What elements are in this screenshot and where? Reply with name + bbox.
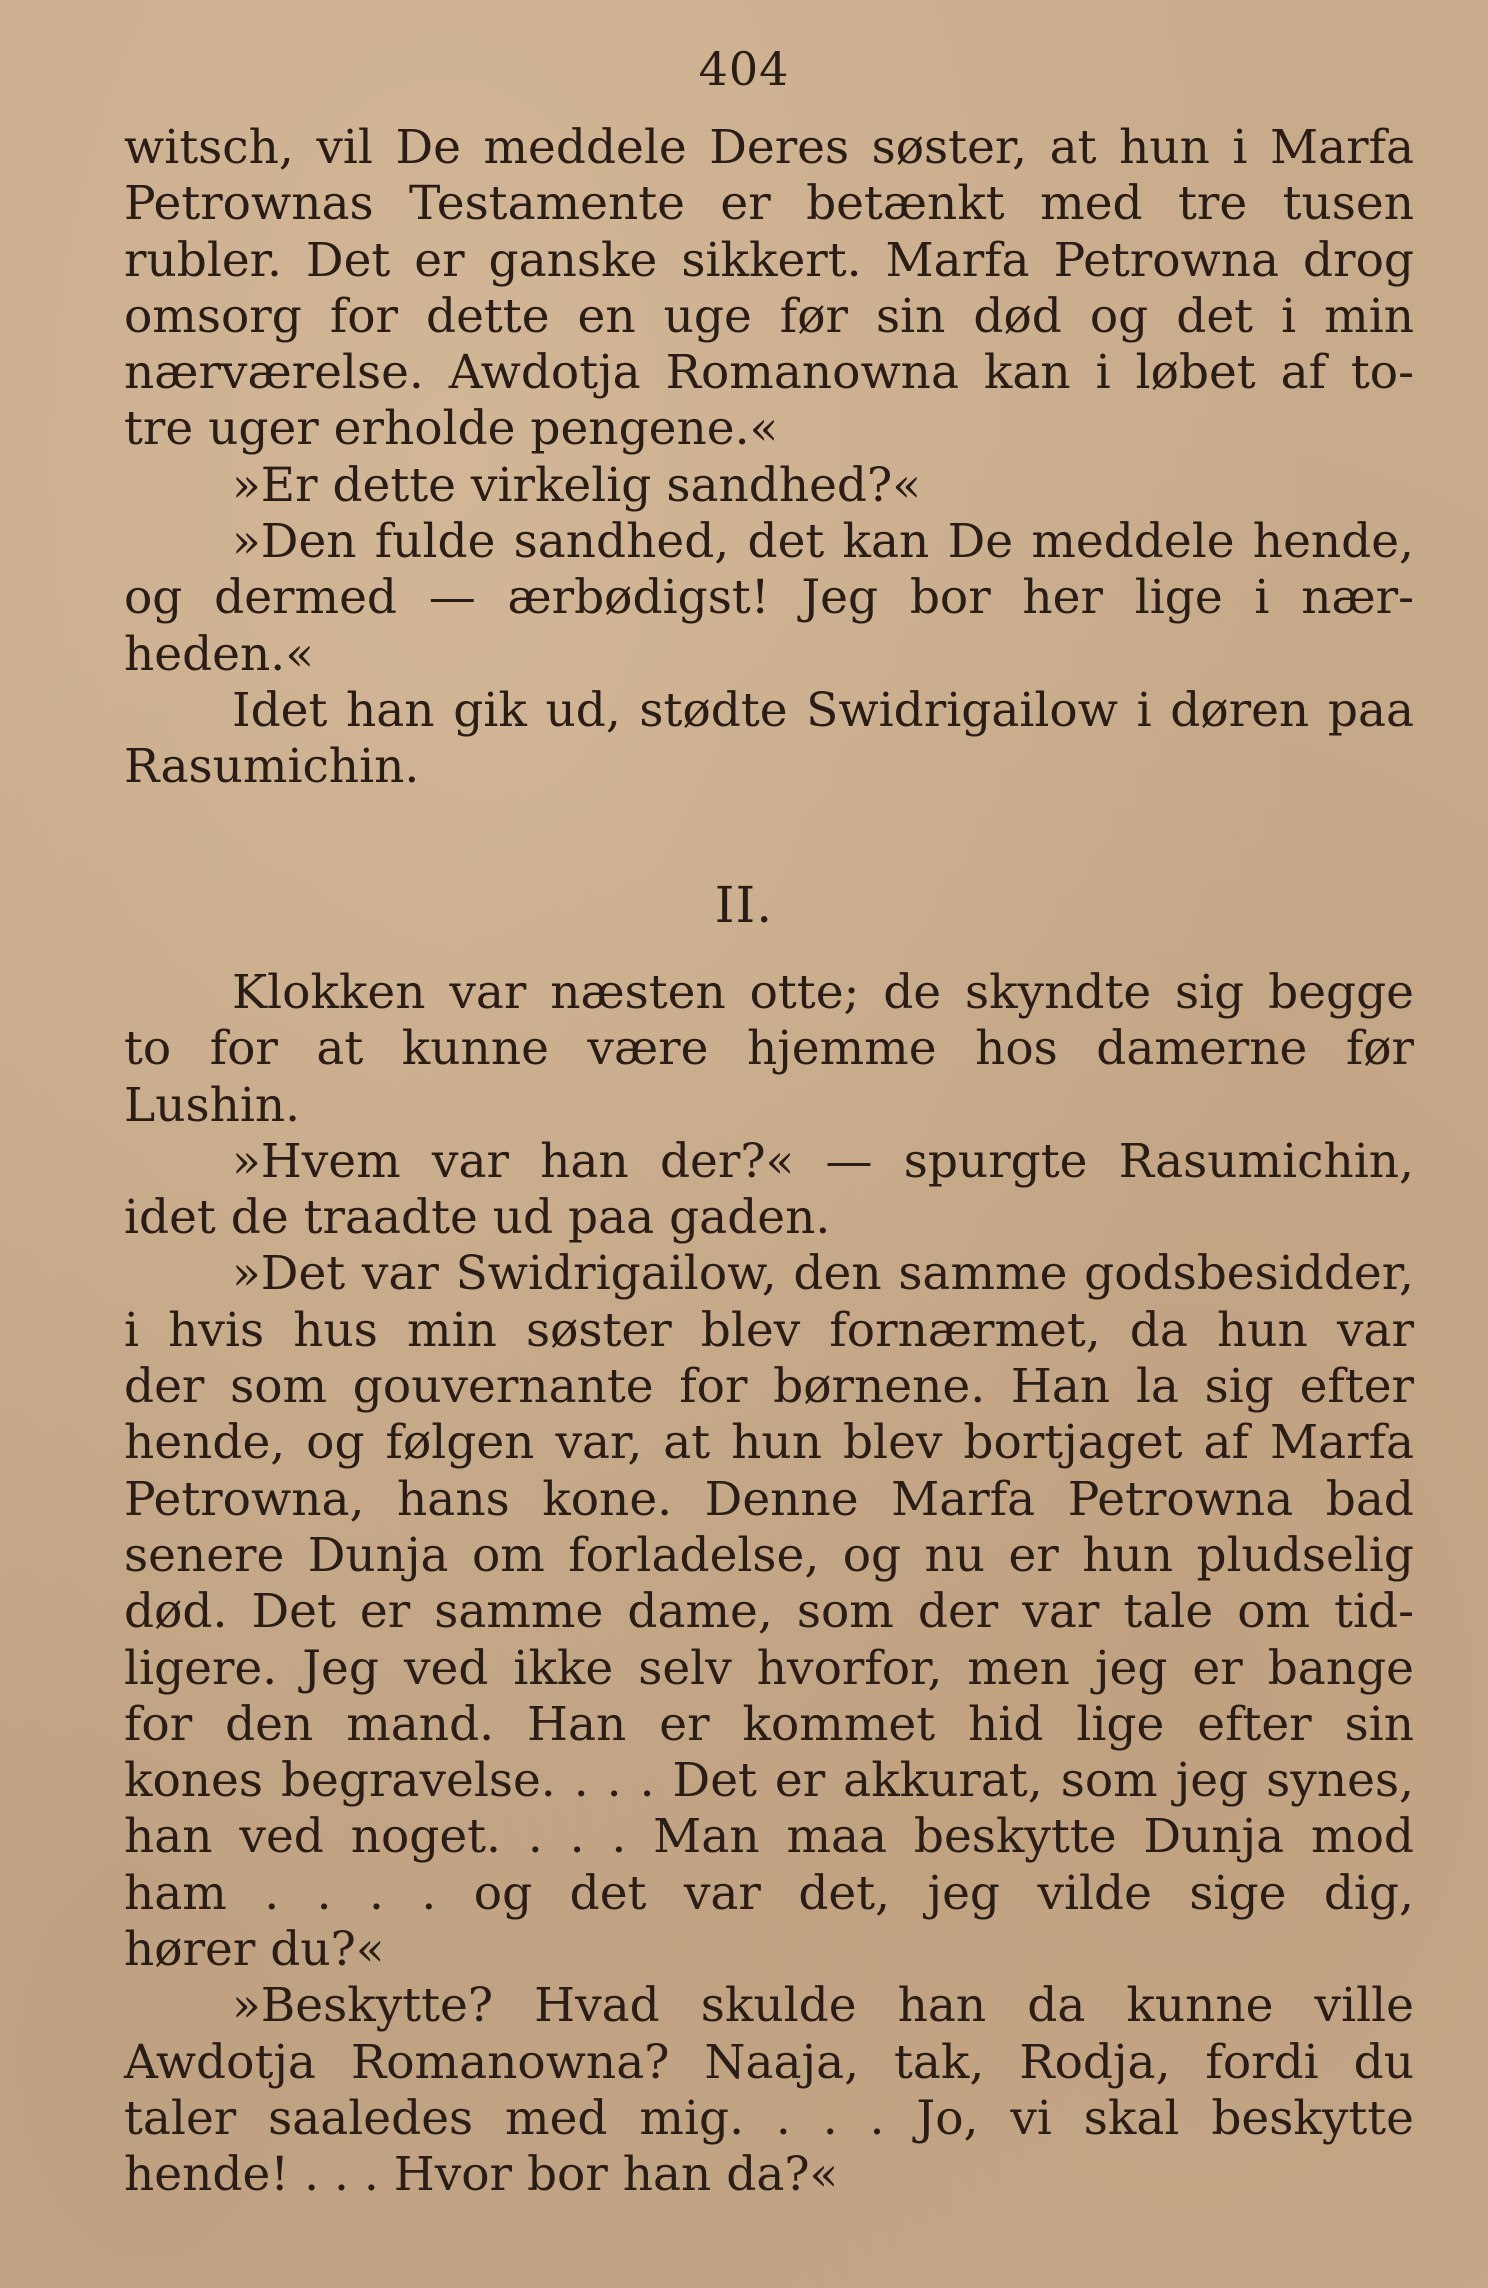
text-line: hende, og følgen var, at hun blev bortjaget af Marfa [124, 1415, 1414, 1471]
section-heading: II. [714, 876, 774, 934]
text-line: han ved noget. . . . Man maa beskytte Dunja mod [124, 1809, 1414, 1865]
text-line: ligere. Jeg ved ikke selv hvorfor, men jeg er bange [124, 1640, 1414, 1696]
text-line: Awdotja Romanowna? Naaja, tak, Rodja, fordi du [124, 2034, 1414, 2090]
text-line: Lushin. [124, 1077, 301, 1133]
text-line: Rasumichin. [124, 739, 420, 795]
text-line: heden.« [124, 626, 314, 682]
text-block-after-heading [124, 965, 1414, 2204]
text-line: Petrowna, hans kone. Denne Marfa Petrowna bad [124, 1471, 1414, 1527]
text-line: »Hvem var han der?« — spurgte Rasumichin, [232, 1133, 1414, 1189]
text-line: witsch, vil De meddele Deres søster, at hun i Marfa [124, 120, 1414, 175]
text-line: senere Dunja om forladelse, og nu er hun pludselig [124, 1527, 1414, 1583]
text-line: rubler. Det er ganske sikkert. Marfa Petrowna drog [124, 232, 1414, 288]
text-line: omsorg for dette en uge før sin død og det i min [124, 288, 1414, 344]
text-line: taler saaledes med mig. . . . Jo, vi skal beskytte [124, 2090, 1414, 2146]
text-line: »Det var Swidrigailow, den samme godsbesidder, [232, 1246, 1414, 1302]
text-line: Idet han gik ud, stødte Swidrigailow i døren paa [232, 682, 1414, 738]
text-block-before-heading [124, 120, 1414, 796]
text-line: hende! . . . Hvor bor han da?« [124, 2147, 839, 2203]
text-line: to for at kunne være hjemme hos damerne før [124, 1021, 1414, 1077]
text-line: Petrownas Testamente er betænkt med tre tusen [124, 176, 1414, 232]
page-number: 404 [698, 42, 790, 96]
text-line: ham . . . . og det var det, jeg vilde sige dig, [124, 1865, 1414, 1921]
text-line: Klokken var næsten otte; de skyndte sig begge [232, 965, 1414, 1020]
text-line: for den mand. Han er kommet hid lige efter sin [124, 1696, 1414, 1752]
text-line: og dermed — ærbødigst! Jeg bor her lige i nær- [124, 570, 1414, 626]
text-line: »Den fulde sandhed, det kan De meddele hende, [232, 514, 1414, 570]
text-line: »Beskytte? Hvad skulde han da kunne ville [232, 1978, 1414, 2034]
text-line: nærværelse. Awdotja Romanowna kan i løbet af to- [124, 345, 1414, 401]
text-line: i hvis hus min søster blev fornærmet, da hun var [124, 1302, 1414, 1358]
text-line: der som gouvernante for børnene. Han la sig efter [124, 1359, 1414, 1415]
text-line: død. Det er samme dame, som der var tale om tid- [124, 1584, 1414, 1640]
text-line: kones begravelse. . . . Det er akkurat, som jeg synes, [124, 1753, 1414, 1809]
text-line: hører du?« [124, 1922, 385, 1978]
text-line: »Er dette virkelig sandhed?« [232, 457, 921, 513]
text-line: tre uger erholde pengene.« [124, 401, 779, 457]
text-line: idet de traadte ud paa gaden. [124, 1190, 831, 1246]
